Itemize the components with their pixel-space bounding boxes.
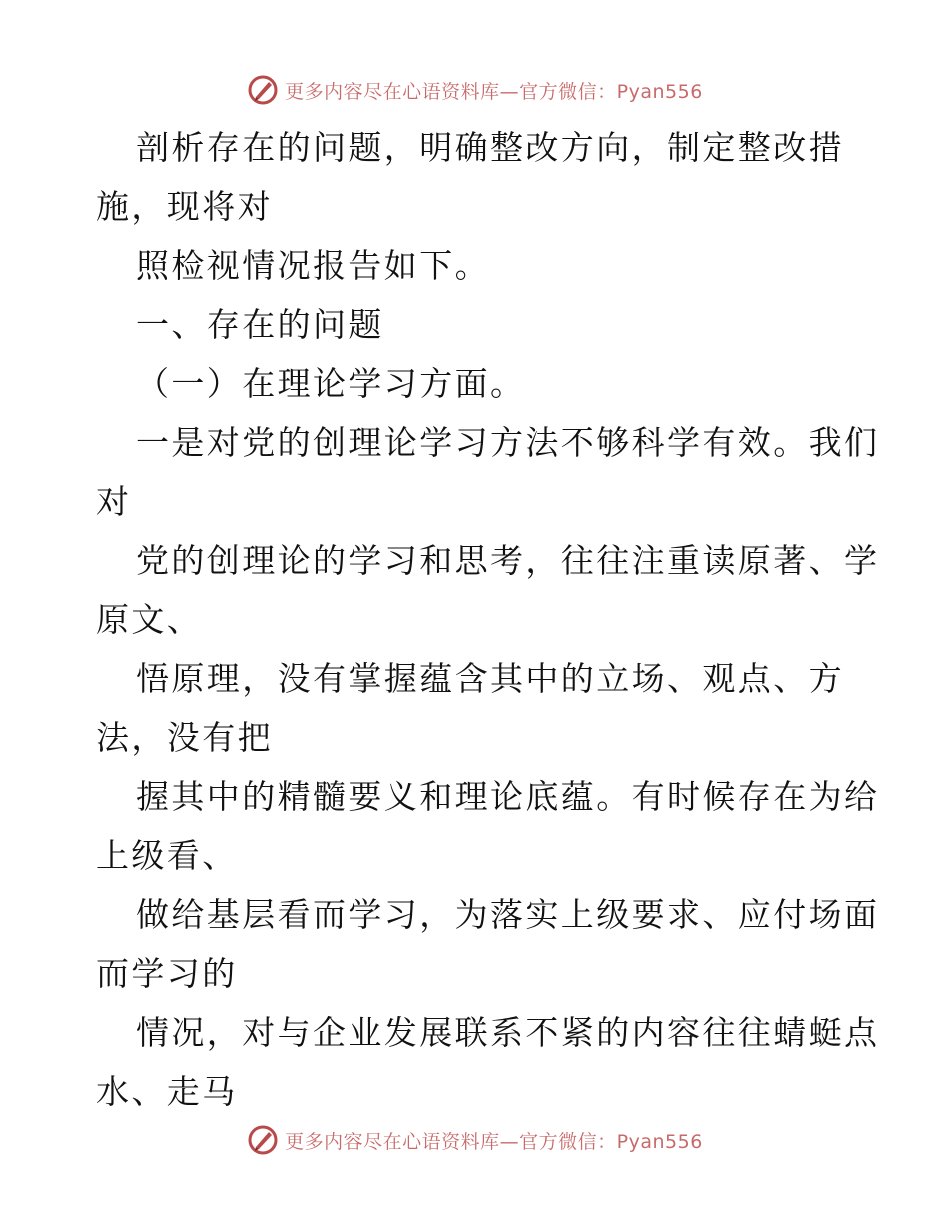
header-banner xyxy=(0,70,950,110)
footer-banner xyxy=(0,1120,950,1160)
paragraph xyxy=(96,413,880,531)
paragraph-first-line: 剖析存在的问题，明确整改方向，制定整改措 xyxy=(136,128,844,167)
paragraph-first-line: 悟原理，没有掌握蕴含其中的立场、观点、方 xyxy=(136,659,844,698)
paragraph-first-line: 做给基层看而学习，为落实上级要求、应付场面 xyxy=(136,895,880,934)
paragraph-continuation: 法，没有把 xyxy=(96,718,273,757)
paragraph-first-line: 一是对党的创理论学习方法不够科学有效。我们 xyxy=(136,423,880,462)
paragraph xyxy=(96,236,866,295)
paragraph-first-line: 情况，对与企业发展联系不紧的内容往往蜻蜓点 xyxy=(136,1013,880,1052)
header-banner-text: 更多内容尽在心语资料库—官方微信：Pyan556 xyxy=(285,80,703,103)
paragraph-continuation: 而学习的 xyxy=(96,954,238,993)
paragraph-continuation: 施，现将对 xyxy=(96,187,273,226)
subsection-heading xyxy=(96,354,866,413)
paragraph-first-line: 握其中的精髓要义和理论底蕴。有时候存在为给 xyxy=(136,777,880,816)
pen-circle-logo-icon xyxy=(247,74,279,106)
paragraph-continuation: 水、走马 xyxy=(96,1072,238,1111)
paragraph-continuation: 上级看、 xyxy=(96,836,238,875)
subsection-heading-text: （一）在理论学习方面。 xyxy=(136,364,526,403)
footer-banner-text: 更多内容尽在心语资料库—官方微信：Pyan556 xyxy=(285,1130,703,1153)
paragraph-continuation: 原文、 xyxy=(96,600,203,639)
paragraph-first-line: 照检视情况报告如下。 xyxy=(136,246,490,285)
paragraph xyxy=(96,1003,880,1121)
paragraph xyxy=(96,649,866,767)
document-body xyxy=(96,118,880,1121)
paragraph xyxy=(96,531,880,649)
paragraph-continuation: 对 xyxy=(96,482,132,521)
paragraph-first-line: 党的创理论的学习和思考，往往注重读原著、学 xyxy=(136,541,880,580)
section-heading-text: 一、存在的问题 xyxy=(136,305,384,344)
section-heading xyxy=(96,295,866,354)
pen-circle-logo-icon xyxy=(247,1124,279,1156)
paragraph xyxy=(96,885,880,1003)
paragraph xyxy=(96,767,880,885)
paragraph xyxy=(96,118,866,236)
